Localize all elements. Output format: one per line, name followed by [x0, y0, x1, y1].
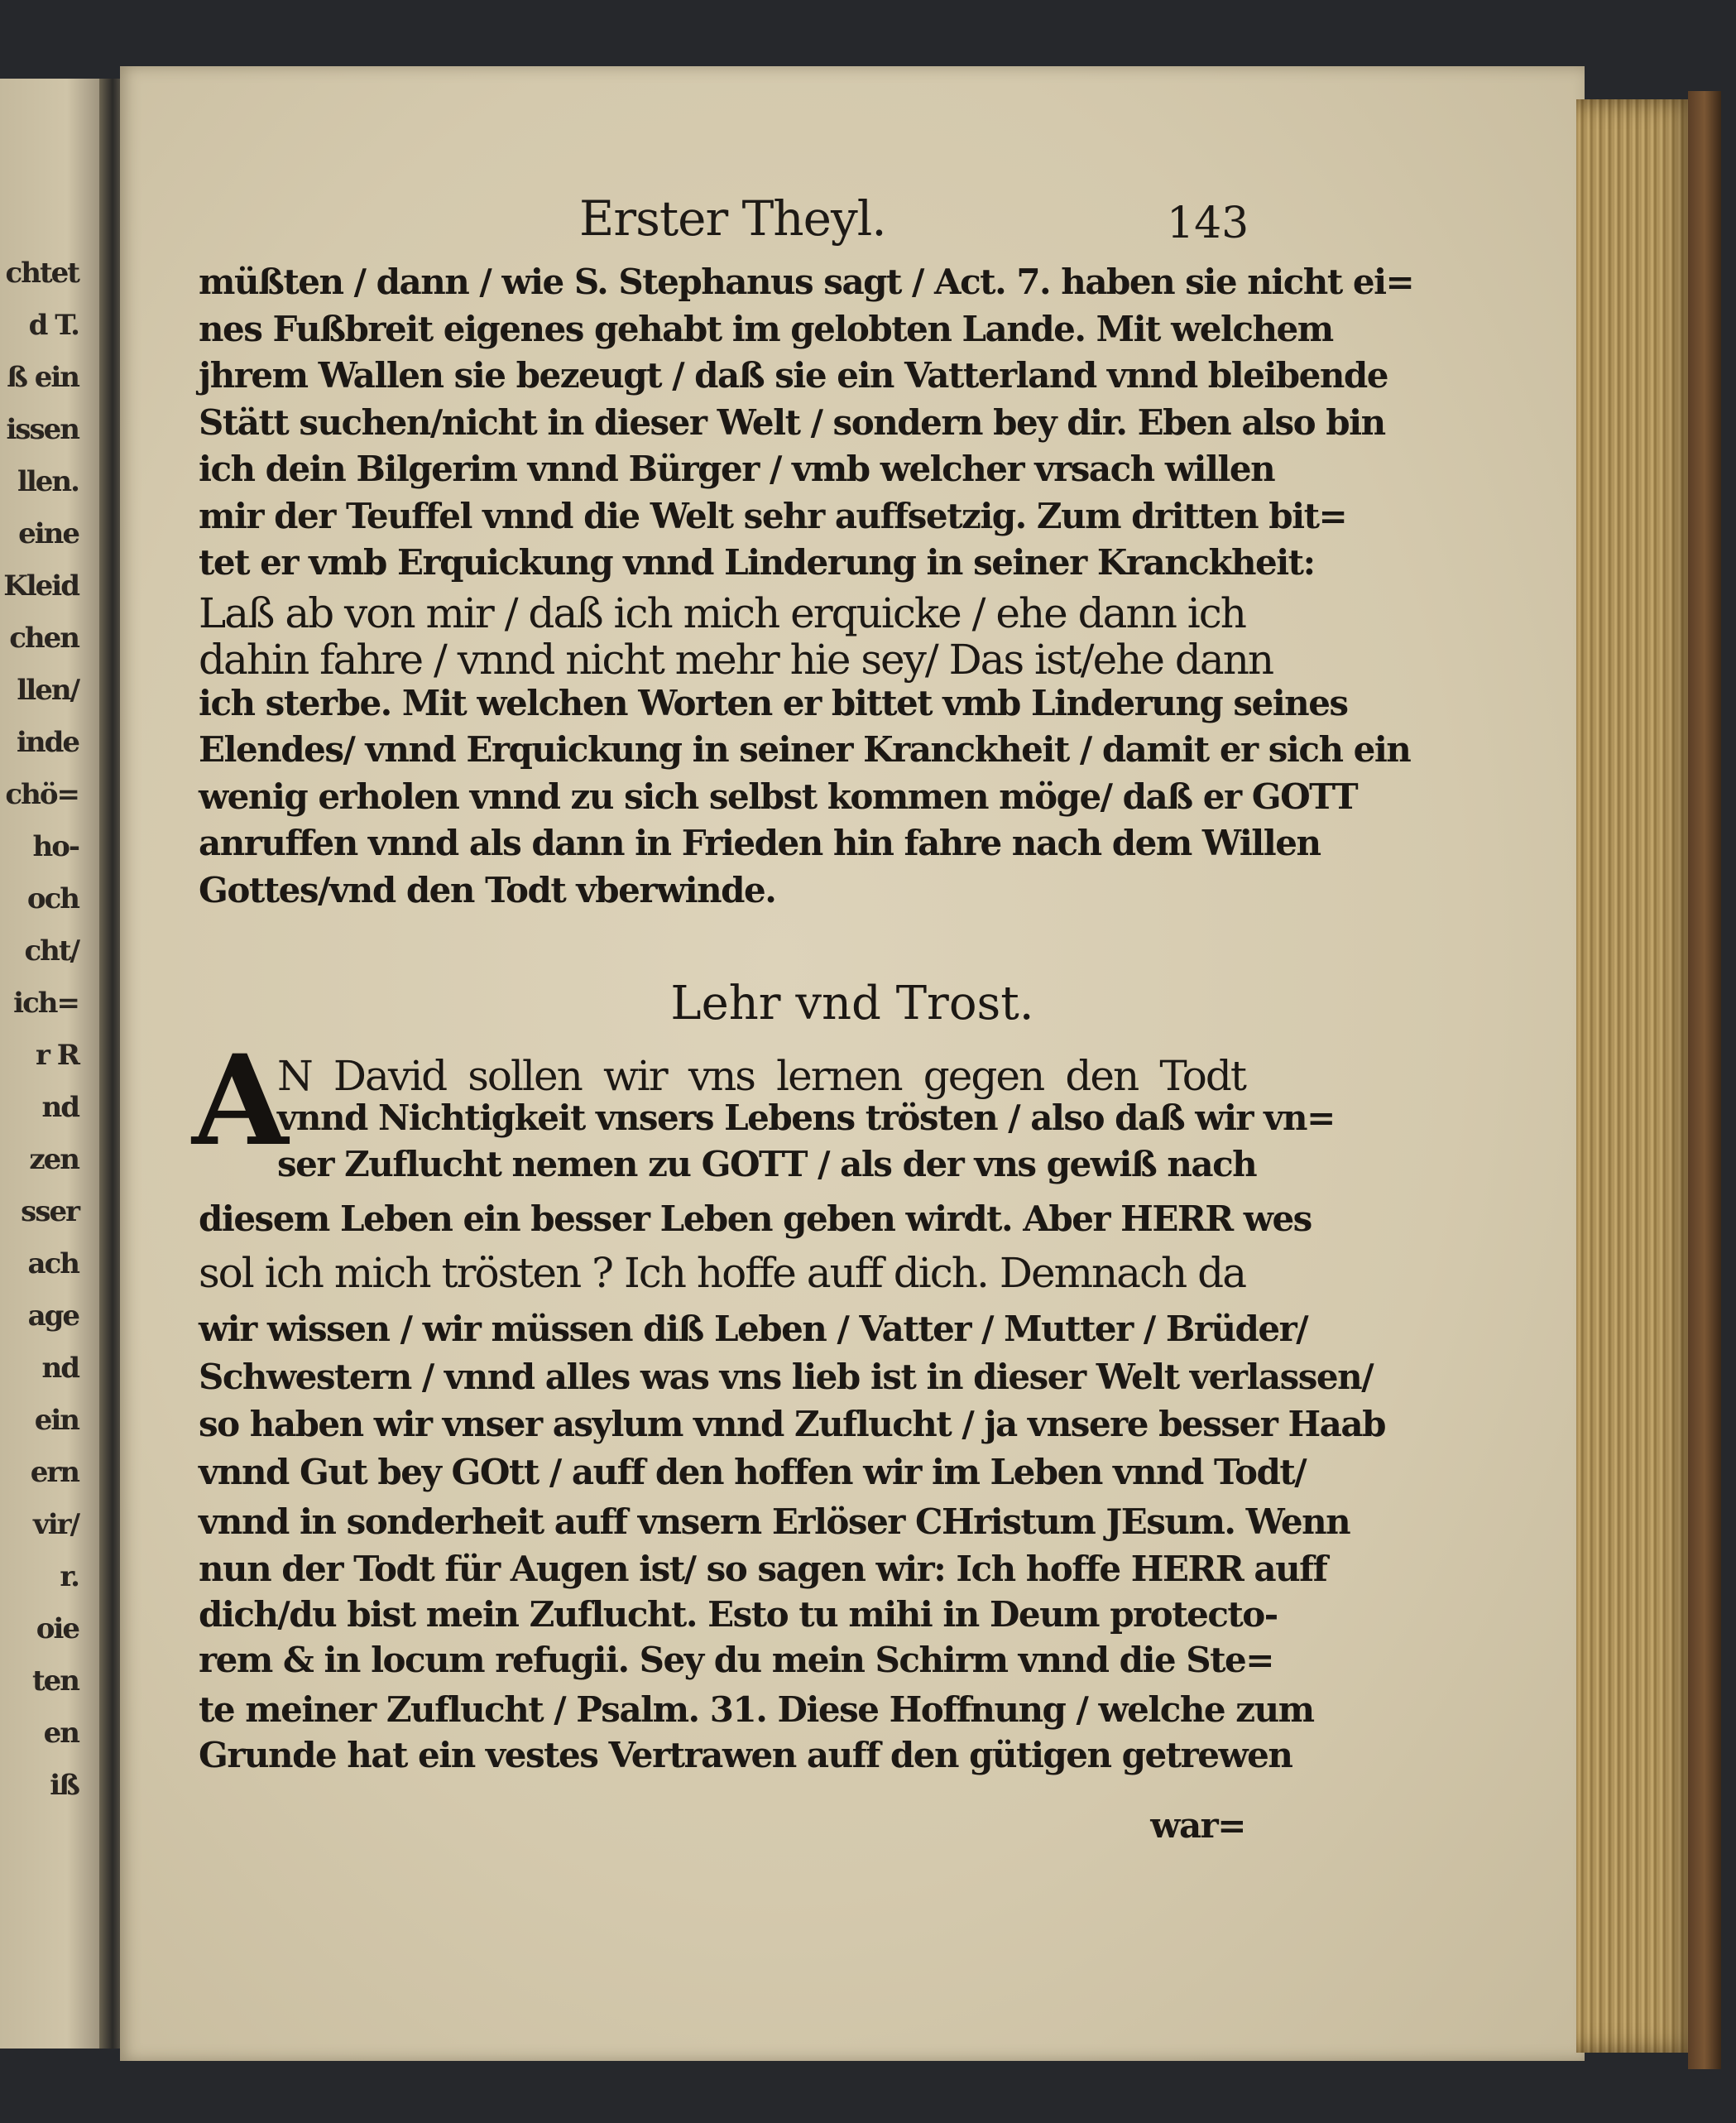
facing-left-page [0, 79, 112, 2049]
left-page-text-fragment: vir/ [32, 1508, 79, 1541]
text-line: Schwestern / vnnd alles was vns lieb ist in dieser Welt verlassen/ [199, 1357, 1374, 1397]
text-line: Elendes/ vnnd Erquickung in seiner Kranckheit / damit er sich ein [199, 729, 1411, 770]
left-page-text-fragment: chen [9, 622, 79, 655]
text-line: tet er vmb Erquickung vnnd Linderung in seiner Kranckheit: [199, 542, 1315, 583]
page-fore-edge [1576, 99, 1700, 2053]
left-page-text-fragment: en [43, 1717, 79, 1750]
left-page-text-fragment: oie [36, 1612, 79, 1645]
left-page-text-fragment: sser [21, 1195, 79, 1228]
drop-cap: A [192, 1028, 289, 1174]
text-line: diesem Leben ein besser Leben geben wirdt. Aber HERR wes [199, 1198, 1312, 1239]
text-line: wir wissen / wir müssen diß Leben / Vatter / Mutter / Brüder/ [199, 1309, 1308, 1349]
left-page-text-fragment: eine [18, 517, 79, 550]
text-line: müßten / dann / wie S. Stephanus sagt / Act. 7. haben sie nicht ei= [199, 262, 1414, 302]
text-line: Stätt suchen/nicht in dieser Welt / sondern bey dir. Eben also bin [199, 401, 1385, 443]
section-heading: Lehr vnd Trost. [670, 977, 1034, 1030]
text-line: dich/du bist mein Zuflucht. Esto tu mihi in Deum protecto- [199, 1594, 1278, 1635]
left-page-text-fragment: och [26, 882, 79, 915]
page-number: 143 [1167, 199, 1249, 248]
text-line: Gottes/vnd den Todt vberwinde. [199, 869, 776, 910]
book-cover-edge [1688, 91, 1721, 2069]
left-page-text-fragment: ho- [32, 830, 79, 863]
left-page-text-fragment: r. [60, 1560, 79, 1593]
text-line: rem & in locum refugii. Sey du mein Schirm vnnd die Ste= [199, 1640, 1273, 1680]
left-page-text-fragment: d T. [28, 309, 79, 342]
catchword: war= [1150, 1805, 1245, 1846]
left-page-text-fragment: llen. [17, 465, 79, 498]
left-page-text-fragment: r R [35, 1039, 79, 1072]
text-line: so haben wir vnser asylum vnnd Zuflucht / ja vnsere besser Haab [199, 1404, 1385, 1444]
text-line: vnnd Gut bey GOtt / auff den hoffen wir im Leben vnnd Todt/ [199, 1452, 1307, 1492]
text-line: ser Zuflucht nemen zu GOTT / als der vns gewiß nach [277, 1144, 1257, 1184]
running-title: Erster Theyl. [579, 190, 886, 247]
text-line: jhrem Wallen sie bezeugt / daß sie ein Vatterland vnnd bleibende [199, 355, 1388, 396]
left-page-text-fragment: nd [41, 1091, 79, 1124]
text-line: ich dein Bilgerim vnnd Bürger / vmb welcher vrsach willen [199, 449, 1275, 489]
left-page-text-fragment: cht/ [24, 934, 79, 968]
left-page-text-fragment: ach [27, 1247, 79, 1280]
text-line: anruffen vnnd als dann in Frieden hin fahre nach dem Willen [199, 823, 1321, 863]
left-page-text-fragment: ten [31, 1664, 79, 1698]
left-page-text-fragment: ern [30, 1456, 79, 1489]
text-line: nes Fußbreit eigenes gehabt im gelobten Lande. Mit welchem [199, 308, 1333, 349]
left-page-text-fragment: nd [41, 1352, 79, 1385]
left-page-text-fragment: ich= [13, 987, 79, 1020]
left-page-text-fragment: issen [6, 413, 79, 446]
left-page-text-fragment: Kleid [3, 569, 79, 603]
text-line: mir der Teuffel vnnd die Welt sehr auffsetzig. Zum dritten bit= [199, 495, 1347, 536]
text-line: nun der Todt für Augen ist/ so sagen wir: Ich hoffe HERR auff [199, 1549, 1327, 1589]
text-line: Grunde hat ein vestes Vertrawen auff den gütigen getrewen [199, 1735, 1292, 1775]
text-line: Laß ab von mir / daß ich mich erquicke / ehe dann ich [199, 588, 1245, 637]
text-line: te meiner Zuflucht / Psalm. 31. Diese Hoffnung / welche zum [199, 1689, 1314, 1730]
text-line: wenig erholen vnnd zu sich selbst kommen möge/ daß er GOTT [199, 776, 1358, 817]
text-line: dahin fahre / vnnd nicht mehr hie sey/ Das ist/ehe dann [199, 636, 1273, 684]
text-line: N David sollen wir vns lernen gegen den Todt [277, 1052, 1245, 1100]
text-line: ich sterbe. Mit welchen Worten er bittet vmb Linderung seines [199, 682, 1348, 723]
text-line: vnnd in sonderheit auff vnsern Erlöser CHristum JEsum. Wenn [199, 1501, 1350, 1542]
left-page-text-fragment: ein [34, 1404, 79, 1437]
left-page-text-fragment: chtet [5, 257, 79, 290]
left-page-text-fragment: ß ein [7, 361, 79, 394]
left-page-text-fragment: chö= [5, 778, 79, 811]
text-line: sol ich mich trösten ? Ich hoffe auff dich. Demnach da [199, 1249, 1245, 1297]
text-line: vnnd Nichtigkeit vnsers Lebens trösten / also daß wir vn= [277, 1098, 1335, 1138]
left-page-text-fragment: iß [50, 1769, 79, 1802]
left-page-text-fragment: inde [16, 726, 79, 759]
left-page-text-fragment: zen [29, 1143, 79, 1176]
left-page-text-fragment: llen/ [17, 674, 79, 707]
left-page-text-fragment: age [27, 1299, 79, 1333]
